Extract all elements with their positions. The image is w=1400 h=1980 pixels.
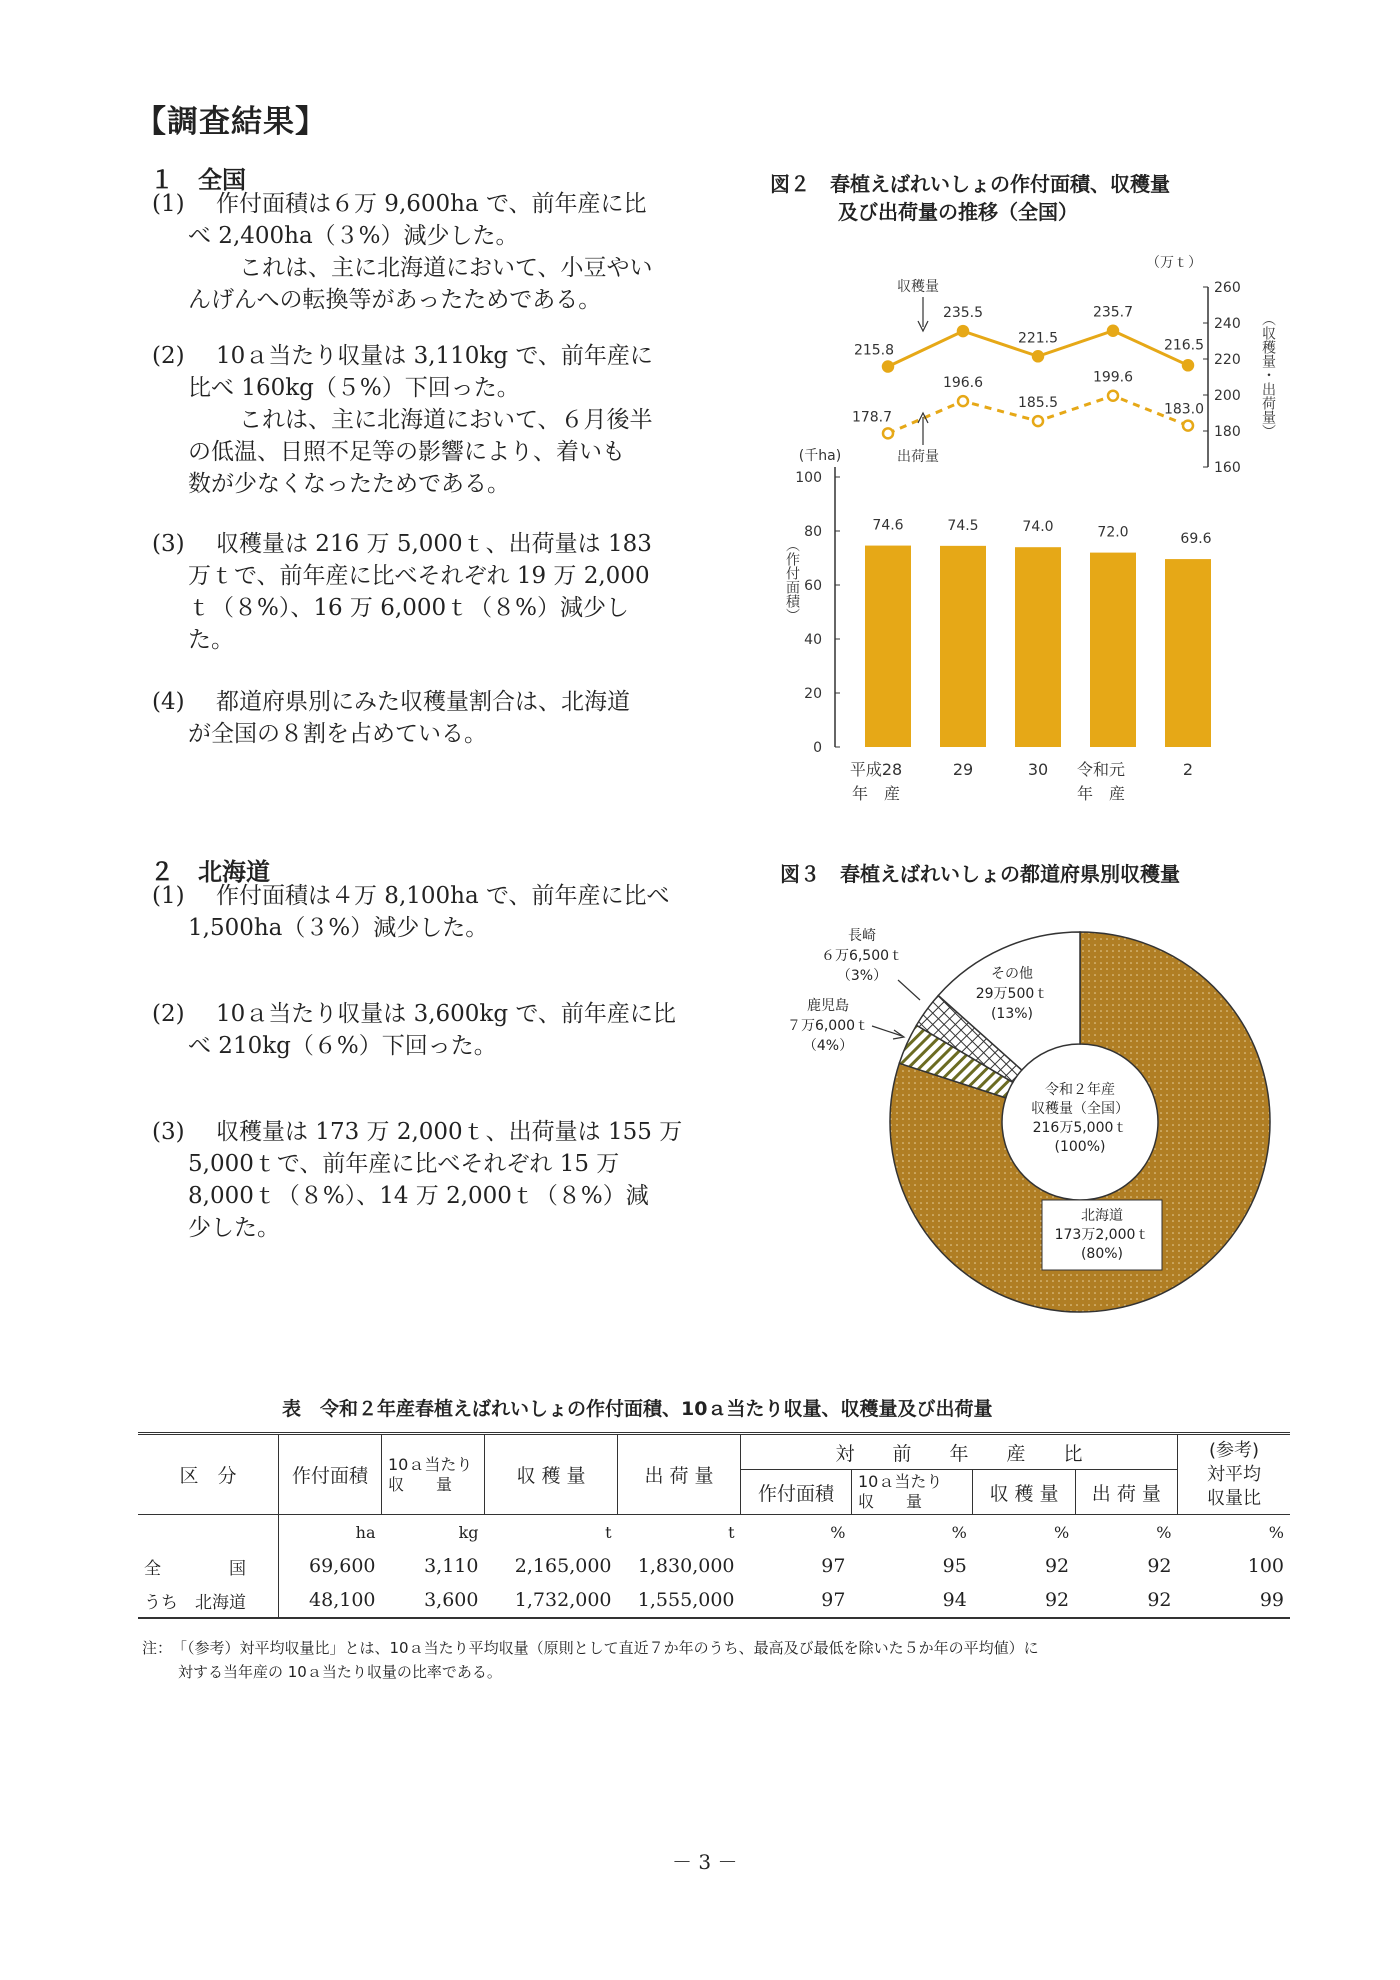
text-line: これは、主に北海道において、６月後半 — [216, 407, 653, 433]
figure-2-chart — [770, 245, 1290, 825]
paragraph-text — [188, 188, 732, 316]
table-cell: 97 — [821, 1555, 846, 1577]
header-prev-yield-line2: 収 量 — [857, 1492, 922, 1511]
figure-2-title — [770, 170, 1170, 226]
line-y-tick-label: 180 — [1214, 424, 1241, 440]
line-y-tick-label: 260 — [1214, 280, 1241, 296]
paragraph-text — [188, 340, 732, 500]
table-cell: 99 — [1259, 1589, 1284, 1611]
unit-cell: t — [605, 1522, 612, 1542]
header-prev-year-ratio: 対 前 年 産 比 — [741, 1435, 1178, 1470]
line-y-tick-label: 200 — [1214, 388, 1241, 404]
figure-2-title-line1: 図２ 春植えばれいしょの作付面積、収穫量 — [770, 172, 1170, 196]
paragraph-text — [188, 880, 752, 944]
unit-cell: ha — [355, 1522, 376, 1542]
kagoshima-label: （4%） — [802, 1038, 854, 1054]
hokkaido-label: 北海道 — [1081, 1208, 1123, 1224]
x-category-label: 平成28 — [849, 760, 903, 779]
table-cell: 94 — [942, 1589, 967, 1611]
nagasaki-label: 長崎 — [848, 928, 876, 944]
text-line: 5,000ｔで、前年産に比べそれぞれ 15 万 — [188, 1151, 620, 1177]
page-number: － 3 － — [672, 1850, 738, 1874]
text-line: 10ａ当たり収量は 3,110kg で、前年産に — [216, 343, 653, 369]
line-y-tick-label: 240 — [1214, 316, 1241, 332]
text-line: 比べ 160kg（５%）下回った。 — [188, 375, 520, 401]
harvest-value-label: 215.8 — [853, 342, 895, 359]
paragraph-text — [188, 998, 752, 1062]
unit-cell: % — [951, 1522, 967, 1542]
bar-y-tick-label: 20 — [804, 686, 822, 702]
table-cell: 69,600 — [309, 1555, 376, 1577]
harvest-value-label: 216.5 — [1163, 337, 1205, 354]
row-label: うち 北海道 — [138, 1583, 279, 1617]
unit-cell: kg — [458, 1522, 479, 1542]
harvest-value-label: 235.5 — [942, 305, 984, 322]
text-line: べ 2,400ha（３%）減少した。 — [188, 223, 519, 249]
bar-value-label: 69.6 — [1180, 531, 1212, 548]
text-line: 8,000ｔ（８%）、14 万 2,000ｔ（８%）減 — [188, 1183, 649, 1209]
line-y-axis-title: （収穫量・出荷量） — [1260, 312, 1276, 438]
donut-center-label: (100%) — [1054, 1139, 1106, 1155]
x-category-label: 令和元 — [1076, 760, 1126, 779]
header-yield — [382, 1435, 485, 1515]
donut-center-label: 令和２年産 — [1045, 1082, 1115, 1098]
header-harvest: 収 穫 量 — [485, 1435, 618, 1515]
page-heading: 【調査結果】 — [135, 104, 327, 140]
paragraph-item — [152, 340, 732, 500]
hokkaido-label: (80%) — [1080, 1246, 1124, 1262]
text-line: これは、主に北海道において、小豆やい — [216, 255, 653, 281]
header-prev-yield — [851, 1470, 972, 1515]
table-cell: 92 — [1147, 1555, 1172, 1577]
bar-y-tick-label: 0 — [813, 740, 822, 756]
x-category-label: 年 産 — [851, 784, 901, 803]
unit-cell: % — [830, 1522, 846, 1542]
bar-value-label: 72.0 — [1097, 524, 1129, 541]
figure-3-title: 図３ 春植えばれいしょの都道府県別収穫量 — [780, 862, 1180, 886]
harvest-point — [958, 326, 968, 336]
text-line: た。 — [188, 627, 234, 653]
x-category-label: 30 — [1027, 760, 1049, 779]
donut-center-label: 216万5,000ｔ — [1032, 1120, 1128, 1136]
text-line: ｔ（８%）、16 万 6,000ｔ（８%）減少し — [188, 595, 629, 621]
header-reference — [1178, 1435, 1291, 1515]
figure-3-donut-chart — [780, 900, 1280, 1340]
header-yield-line1: 10ａ当たり — [388, 1454, 473, 1474]
harvest-point — [1108, 326, 1118, 336]
nagasaki-label: （3%） — [836, 968, 888, 984]
paragraph-number: (2) — [152, 1001, 185, 1027]
table-row — [138, 1549, 1290, 1583]
harvest-point — [883, 362, 893, 372]
bar-y-axis-title: （作付面積） — [784, 538, 800, 622]
header-kubun: 区 分 — [138, 1435, 279, 1515]
x-category-label: 29 — [952, 760, 974, 779]
paragraph-item — [152, 686, 732, 750]
bar-value-label: 74.6 — [872, 517, 904, 534]
text-line: 10ａ当たり収量は 3,600kg で、前年産に比 — [216, 1001, 676, 1027]
harvest-series-label: 収穫量 — [897, 279, 939, 295]
other-label: (13%) — [990, 1006, 1034, 1022]
header-yield-line2: 収 量 — [388, 1474, 453, 1494]
table-cell: 48,100 — [309, 1589, 376, 1611]
shipment-value-label: 196.6 — [942, 375, 984, 392]
shipment-value-label: 185.5 — [1017, 395, 1059, 412]
bar-y-tick-label: 80 — [804, 524, 822, 540]
paragraph-number: (2) — [152, 343, 185, 369]
unit-cell: % — [1156, 1522, 1172, 1542]
harvest-value-label: 235.7 — [1092, 304, 1134, 321]
bar-y-tick-label: 100 — [795, 470, 822, 486]
statistics-table — [138, 1432, 1290, 1619]
header-reference-line2: 対平均 — [1207, 1463, 1261, 1485]
table-cell: 92 — [1147, 1589, 1172, 1611]
shipment-point — [1183, 421, 1193, 431]
shipment-point — [1033, 416, 1043, 426]
paragraph-item — [152, 880, 752, 944]
shipment-value-label: 178.7 — [851, 409, 893, 426]
table-cell: 3,600 — [424, 1589, 479, 1611]
paragraph-number: (1) — [152, 191, 185, 217]
bar-value-label: 74.5 — [947, 517, 979, 534]
header-prev-shipment: 出 荷 量 — [1075, 1470, 1177, 1515]
header-prev-harvest: 収 穫 量 — [973, 1470, 1075, 1515]
bar — [940, 546, 986, 747]
bar-y-tick-label: 40 — [804, 632, 822, 648]
text-line: 数が少なくなったためである。 — [188, 471, 510, 497]
kagoshima-label: 鹿児島 — [807, 998, 849, 1014]
text-line: 収穫量は 216 万 5,000ｔ、出荷量は 183 — [216, 531, 652, 557]
paragraph-text — [188, 686, 732, 750]
bar-y-tick-label: 60 — [804, 578, 822, 594]
x-category-label: 年 産 — [1076, 784, 1126, 803]
x-category-label: 2 — [1182, 760, 1194, 779]
line-y-tick-label: 160 — [1214, 460, 1241, 476]
table-cell: 1,555,000 — [637, 1589, 735, 1611]
table-cell: 1,732,000 — [514, 1589, 612, 1611]
section-1-title: １ 全国 — [150, 166, 246, 194]
text-line: 万ｔで、前年産に比べそれぞれ 19 万 2,000 — [188, 563, 650, 589]
table-cell: 100 — [1247, 1555, 1284, 1577]
header-prev-yield-line1: 10ａ当たり — [857, 1472, 943, 1491]
row-label: 全 国 — [138, 1549, 279, 1583]
table-note — [142, 1636, 1292, 1684]
bar — [1090, 553, 1136, 747]
bar — [1015, 547, 1061, 747]
hokkaido-label: 173万2,000ｔ — [1054, 1227, 1150, 1243]
donut-center-label: 収穫量（全国） — [1031, 1101, 1129, 1117]
shipment-series-label: 出荷量 — [897, 449, 939, 465]
section-2-title: ２ 北海道 — [150, 858, 270, 886]
unit-cell: t — [728, 1522, 735, 1542]
text-line: 1,500ha（３%）減少した。 — [188, 915, 489, 941]
line-y-tick-label: 220 — [1214, 352, 1241, 368]
bar — [1165, 559, 1211, 747]
figure-2-title-line2: 及び出荷量の推移（全国） — [838, 200, 1078, 224]
nagasaki-label: ６万6,500ｔ — [820, 948, 904, 964]
paragraph-number: (1) — [152, 883, 185, 909]
bar-value-label: 74.0 — [1022, 519, 1054, 536]
harvest-point — [1033, 351, 1043, 361]
shipment-value-label: 183.0 — [1163, 401, 1205, 418]
paragraph-item — [152, 998, 752, 1062]
kagoshima-callout-line — [872, 1026, 902, 1036]
text-line: 少した。 — [188, 1215, 280, 1241]
shipment-value-label: 199.6 — [1092, 369, 1134, 386]
table-cell: 3,110 — [424, 1555, 479, 1577]
header-prev-area: 作付面積 — [741, 1470, 852, 1515]
table-title: 表 令和２年産春植えばれいしょの作付面積、10ａ当たり収量、収穫量及び出荷量 — [282, 1398, 993, 1420]
paragraph-number: (4) — [152, 689, 185, 715]
text-line: 収穫量は 173 万 2,000ｔ、出荷量は 155 万 — [216, 1119, 683, 1145]
bar — [865, 546, 911, 747]
text-line: べ 210kg（６%）下回った。 — [188, 1033, 497, 1059]
paragraph-item — [152, 1116, 752, 1244]
header-shipment: 出 荷 量 — [618, 1435, 741, 1515]
table-cell: 2,165,000 — [514, 1555, 612, 1577]
harvest-value-label: 221.5 — [1017, 330, 1059, 347]
text-line: が全国の８割を占めている。 — [188, 721, 487, 747]
kagoshima-label: ７万6,000ｔ — [786, 1018, 870, 1034]
other-label: 29万500ｔ — [975, 986, 1049, 1002]
shipment-point — [1108, 391, 1118, 401]
nagasaki-callout-line — [898, 980, 920, 1000]
header-reference-line1: (参考) — [1208, 1439, 1260, 1461]
paragraph-number: (3) — [152, 1119, 185, 1145]
harvest-point — [1183, 360, 1193, 370]
paragraph-item — [152, 528, 732, 656]
paragraph-item — [152, 188, 732, 316]
table-cell: 95 — [942, 1555, 967, 1577]
paragraph-text — [188, 1116, 752, 1244]
line-y-unit: （万ｔ） — [1146, 255, 1202, 271]
text-line: んげんへの転換等があったためである。 — [188, 287, 602, 313]
text-line: 作付面積は４万 8,100ha で、前年産に比べ — [216, 883, 670, 909]
units-label-cell — [138, 1515, 279, 1550]
shipment-point — [958, 396, 968, 406]
paragraph-text — [188, 528, 732, 656]
text-line: 作付面積は６万 9,600ha で、前年産に比 — [216, 191, 647, 217]
table-row — [138, 1583, 1290, 1617]
table-cell: 97 — [821, 1589, 846, 1611]
shipment-point — [883, 428, 893, 438]
text-line: の低温、日照不足等の影響により、着いも — [188, 439, 625, 465]
paragraph-number: (3) — [152, 531, 185, 557]
table-cell: 1,830,000 — [637, 1555, 735, 1577]
unit-cell: % — [1053, 1522, 1070, 1542]
note-line1: 注： 「（参考）対平均収量比」とは、10ａ当たり平均収量（原則として直近７か年のうち、最高及び最低を除いた５か年の平均値）に — [142, 1639, 1039, 1657]
header-area: 作付面積 — [279, 1435, 382, 1515]
table-cell: 92 — [1044, 1589, 1070, 1611]
header-reference-line3: 収量比 — [1207, 1487, 1261, 1509]
text-line: 都道府県別にみた収穫量割合は、北海道 — [216, 689, 630, 715]
bar-y-unit: (千ha) — [798, 448, 842, 464]
note-line2: 対する当年産の 10ａ当たり収量の比率である。 — [178, 1663, 502, 1681]
table-cell: 92 — [1044, 1555, 1070, 1577]
other-label: その他 — [991, 966, 1033, 982]
unit-cell: % — [1268, 1522, 1284, 1542]
